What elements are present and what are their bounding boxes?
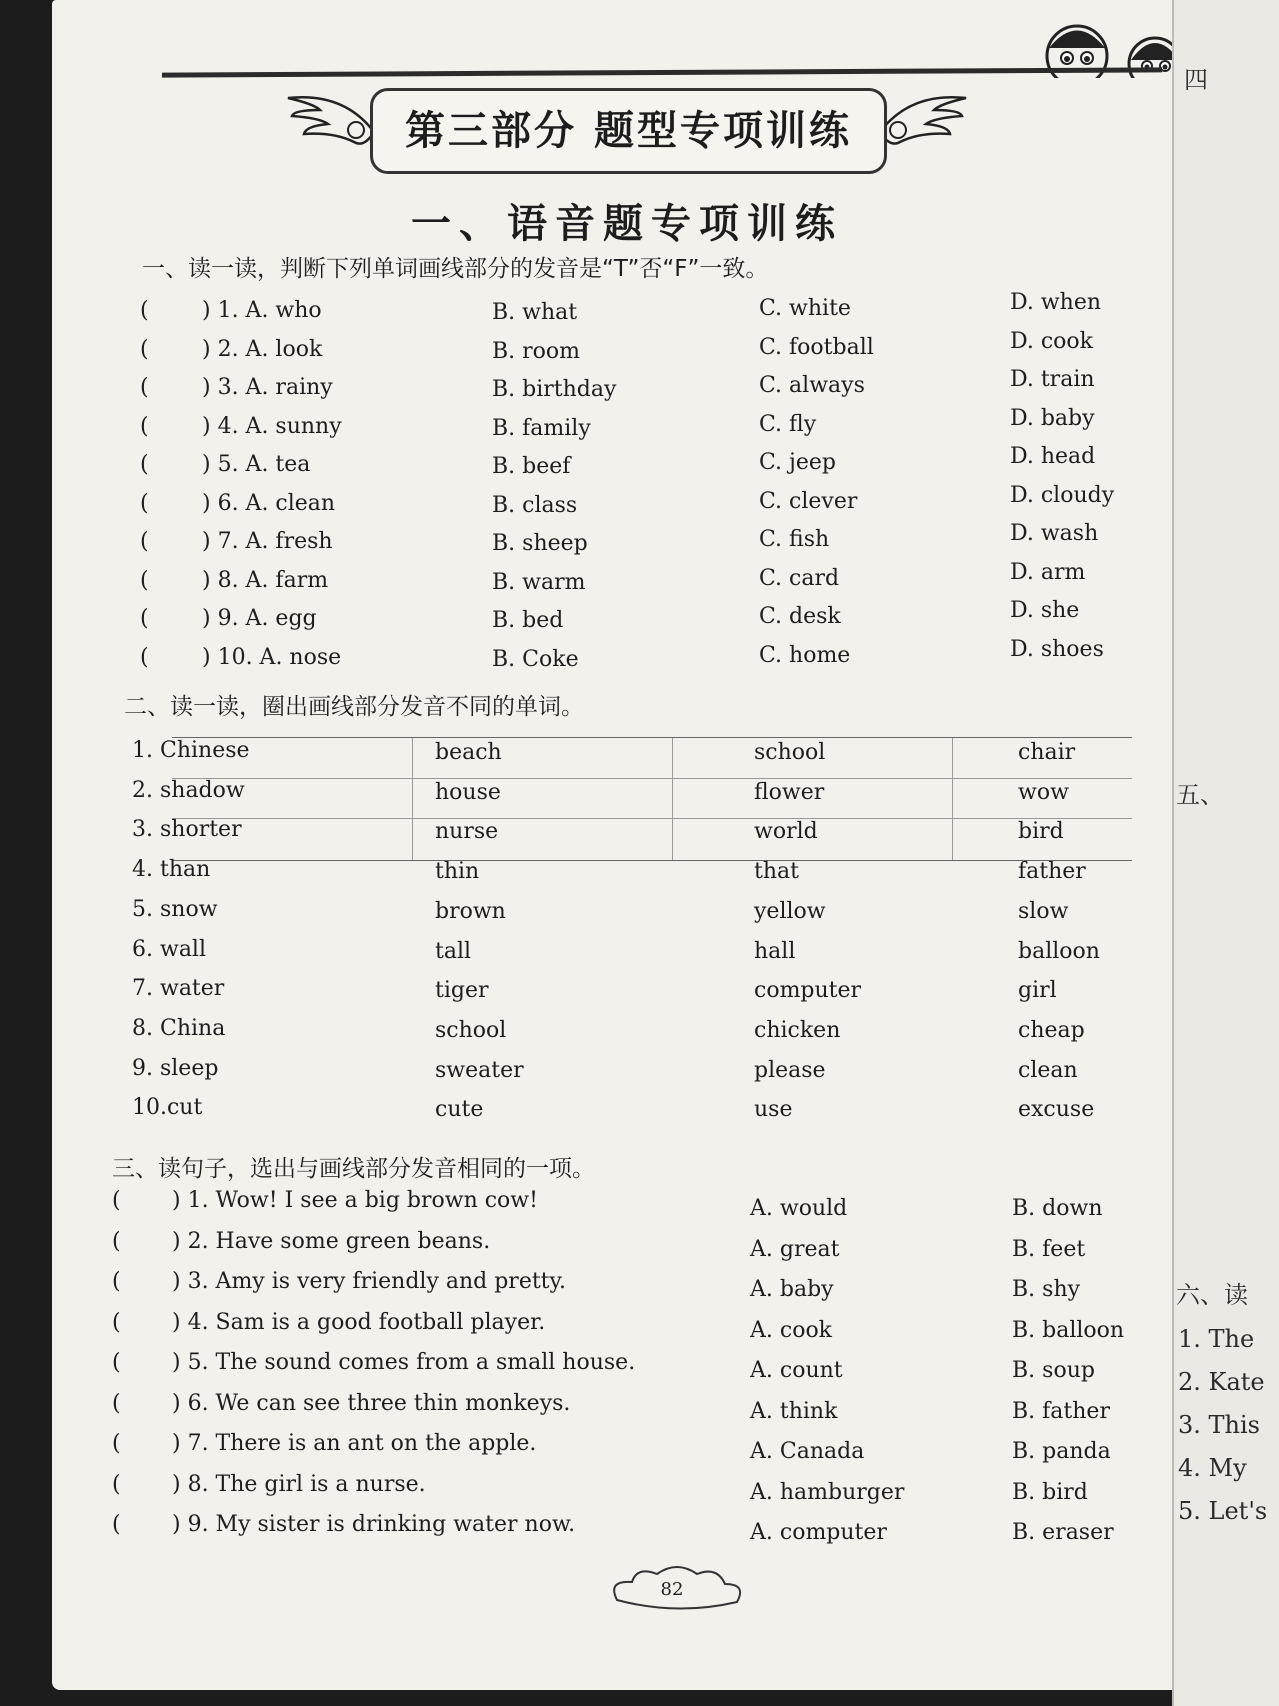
sentence: ) 3. Amy is very friendly and pretty. bbox=[172, 1269, 567, 1294]
answer-bracket: ( bbox=[112, 1350, 121, 1375]
sentence: ) 5. The sound comes from a small house. bbox=[172, 1350, 636, 1375]
option-c: C. desk bbox=[759, 604, 841, 629]
option-d: D. she bbox=[1010, 598, 1080, 623]
sentence: ) 2. Have some green beans. bbox=[172, 1228, 491, 1254]
adjacent-page bbox=[1172, 0, 1279, 1706]
word-3: computer bbox=[754, 978, 862, 1004]
option-b: B. room bbox=[492, 338, 581, 364]
word-2: tiger bbox=[435, 978, 489, 1004]
option-a: ) 5. A. tea bbox=[202, 452, 311, 477]
word-1: 9. sleep bbox=[132, 1055, 219, 1081]
section2-table-grid bbox=[172, 737, 1132, 861]
sentence: ) 4. Sam is a good football player. bbox=[172, 1309, 546, 1335]
answer-bracket: ( bbox=[140, 529, 149, 554]
word-4: balloon bbox=[1018, 938, 1100, 964]
word-1: 5. snow bbox=[132, 896, 218, 922]
word-2: school bbox=[435, 1017, 507, 1043]
word-2: house bbox=[435, 779, 501, 805]
option-b: B. family bbox=[492, 415, 591, 441]
option-b: B. warm bbox=[492, 569, 586, 595]
section1-heading: 一、读一读，判断下列单词画线部分的发音是“T”否“F”一致。 bbox=[142, 256, 769, 282]
answer-bracket: ( bbox=[140, 490, 149, 516]
word-2: thin bbox=[435, 859, 480, 885]
word-4: slow bbox=[1018, 898, 1069, 924]
word-1: 10.cut bbox=[132, 1095, 203, 1121]
option-a: A. would bbox=[750, 1196, 848, 1221]
part-title: 第三部分 题型专项训练 bbox=[405, 107, 852, 154]
next-page-fragment: 五、 bbox=[1176, 781, 1224, 809]
option-d: D. cloudy bbox=[1010, 482, 1115, 508]
option-a: ) 1. A. who bbox=[202, 298, 322, 323]
option-a: A. Canada bbox=[750, 1439, 865, 1464]
option-a: A. hamburger bbox=[750, 1479, 905, 1505]
option-a: A. great bbox=[750, 1236, 840, 1262]
word-1: 8. China bbox=[132, 1015, 226, 1041]
word-4: clean bbox=[1018, 1057, 1078, 1083]
option-a: A. computer bbox=[750, 1520, 887, 1545]
answer-bracket: ( bbox=[140, 413, 149, 439]
section-title: 一、语音题专项训练 bbox=[411, 200, 843, 247]
option-c: C. fly bbox=[759, 411, 817, 437]
word-2: nurse bbox=[435, 819, 499, 845]
word-1: 2. shadow bbox=[132, 777, 245, 803]
option-a: ) 3. A. rainy bbox=[202, 375, 333, 400]
sentence: ) 8. The girl is a nurse. bbox=[172, 1471, 426, 1497]
option-d: D. cook bbox=[1010, 328, 1093, 354]
option-c: C. card bbox=[759, 565, 840, 591]
word-4: father bbox=[1018, 859, 1086, 885]
option-b: B. soup bbox=[1012, 1358, 1095, 1383]
sentence: ) 6. We can see three thin monkeys. bbox=[172, 1390, 571, 1416]
option-c: C. home bbox=[759, 642, 851, 668]
answer-bracket: ( bbox=[112, 1512, 121, 1537]
option-c: C. football bbox=[759, 334, 874, 360]
option-a: A. count bbox=[750, 1358, 843, 1383]
word-3: world bbox=[754, 819, 818, 845]
option-d: D. head bbox=[1010, 444, 1096, 469]
option-b: B. class bbox=[492, 492, 578, 518]
option-a: ) 6. A. clean bbox=[202, 490, 336, 516]
next-page-fragment: 四 bbox=[1184, 66, 1208, 94]
option-b: B. bird bbox=[1012, 1479, 1088, 1505]
option-d: D. train bbox=[1010, 367, 1095, 392]
word-3: hall bbox=[754, 938, 796, 964]
word-4: cheap bbox=[1018, 1017, 1085, 1043]
option-b: B. bed bbox=[492, 608, 564, 633]
option-a: A. think bbox=[750, 1398, 838, 1424]
option-d: D. baby bbox=[1010, 405, 1095, 431]
answer-bracket: ( bbox=[140, 567, 149, 593]
option-a: ) 9. A. egg bbox=[202, 606, 317, 631]
option-b: B. balloon bbox=[1012, 1317, 1125, 1343]
option-a: A. cook bbox=[750, 1317, 833, 1343]
answer-bracket: ( bbox=[140, 336, 149, 362]
word-3: flower bbox=[754, 779, 825, 805]
header-rule bbox=[162, 67, 1162, 77]
answer-bracket: ( bbox=[112, 1309, 121, 1335]
option-a: ) 7. A. fresh bbox=[202, 529, 333, 554]
word-3: yellow bbox=[754, 898, 826, 924]
word-1: 1. Chinese bbox=[132, 738, 250, 763]
option-b: B. beef bbox=[492, 454, 571, 479]
answer-bracket: ( bbox=[140, 298, 149, 323]
option-b: B. shy bbox=[1012, 1277, 1081, 1302]
option-b: B. panda bbox=[1012, 1439, 1111, 1464]
left-wing-icon bbox=[284, 92, 376, 152]
answer-bracket: ( bbox=[112, 1269, 121, 1294]
section2-heading: 二、读一读，圈出画线部分发音不同的单词。 bbox=[124, 694, 584, 720]
word-3: chicken bbox=[754, 1017, 841, 1043]
word-2: tall bbox=[435, 938, 472, 964]
option-b: B. down bbox=[1012, 1196, 1103, 1221]
word-2: beach bbox=[435, 740, 502, 765]
option-b: B. father bbox=[1012, 1398, 1110, 1424]
page-number: 82 bbox=[660, 1579, 684, 1600]
word-4: bird bbox=[1018, 819, 1064, 845]
sentence: ) 7. There is an ant on the apple. bbox=[172, 1431, 537, 1456]
option-a: ) 10. A. nose bbox=[202, 644, 342, 670]
answer-bracket: ( bbox=[112, 1431, 121, 1456]
sentence: ) 9. My sister is drinking water now. bbox=[172, 1512, 576, 1537]
next-page-fragment: 1. The bbox=[1178, 1325, 1255, 1353]
word-4: girl bbox=[1018, 978, 1057, 1004]
word-3: please bbox=[754, 1057, 826, 1083]
option-c: C. always bbox=[759, 373, 865, 398]
part-title-box bbox=[370, 88, 887, 174]
section3-heading: 三、读句子，选出与画线部分发音相同的一项。 bbox=[112, 1156, 595, 1182]
option-a: ) 2. A. look bbox=[202, 336, 323, 362]
next-page-fragment: 4. My bbox=[1178, 1454, 1247, 1482]
option-c: C. jeep bbox=[759, 450, 836, 475]
answer-bracket: ( bbox=[140, 606, 149, 631]
answer-bracket: ( bbox=[112, 1188, 121, 1213]
word-2: brown bbox=[435, 898, 506, 924]
word-1: 4. than bbox=[132, 857, 211, 883]
word-1: 7. water bbox=[132, 976, 225, 1002]
option-b: B. what bbox=[492, 300, 578, 325]
next-page-fragment: 2. Kate bbox=[1178, 1368, 1265, 1396]
answer-bracket: ( bbox=[140, 644, 149, 670]
answer-bracket: ( bbox=[140, 375, 149, 400]
answer-bracket: ( bbox=[112, 1390, 121, 1416]
word-1: 6. wall bbox=[132, 936, 207, 962]
word-1: 3. shorter bbox=[132, 817, 242, 843]
next-page-fragment: 3. This bbox=[1178, 1411, 1260, 1439]
right-wing-icon bbox=[878, 92, 970, 152]
word-2: sweater bbox=[435, 1057, 524, 1083]
option-b: B. feet bbox=[1012, 1236, 1086, 1262]
answer-bracket: ( bbox=[140, 452, 149, 477]
option-a: ) 4. A. sunny bbox=[202, 413, 342, 439]
option-a: A. baby bbox=[750, 1277, 834, 1302]
worksheet-page bbox=[52, 0, 1202, 1690]
option-c: C. fish bbox=[759, 527, 830, 552]
word-4: excuse bbox=[1018, 1097, 1095, 1123]
option-d: D. shoes bbox=[1010, 636, 1104, 662]
next-page-fragment: 5. Let's bbox=[1178, 1497, 1268, 1525]
word-3: use bbox=[754, 1097, 793, 1123]
option-b: B. birthday bbox=[492, 377, 617, 402]
next-page-fragment: 六、读 bbox=[1176, 1281, 1248, 1309]
option-b: B. Coke bbox=[492, 646, 579, 672]
word-2: cute bbox=[435, 1097, 484, 1123]
answer-bracket: ( bbox=[112, 1471, 121, 1497]
option-c: C. clever bbox=[759, 488, 858, 514]
option-d: D. when bbox=[1010, 290, 1102, 315]
option-b: B. sheep bbox=[492, 531, 588, 556]
option-d: D. wash bbox=[1010, 521, 1099, 546]
option-d: D. arm bbox=[1010, 559, 1086, 585]
word-3: school bbox=[754, 740, 826, 765]
option-a: ) 8. A. farm bbox=[202, 567, 329, 593]
sentence: ) 1. Wow! I see a big brown cow! bbox=[172, 1188, 538, 1213]
word-4: wow bbox=[1018, 779, 1069, 805]
option-c: C. white bbox=[759, 296, 851, 321]
answer-bracket: ( bbox=[112, 1228, 121, 1254]
option-b: B. eraser bbox=[1012, 1520, 1114, 1545]
word-3: that bbox=[754, 859, 799, 885]
word-4: chair bbox=[1018, 740, 1076, 765]
